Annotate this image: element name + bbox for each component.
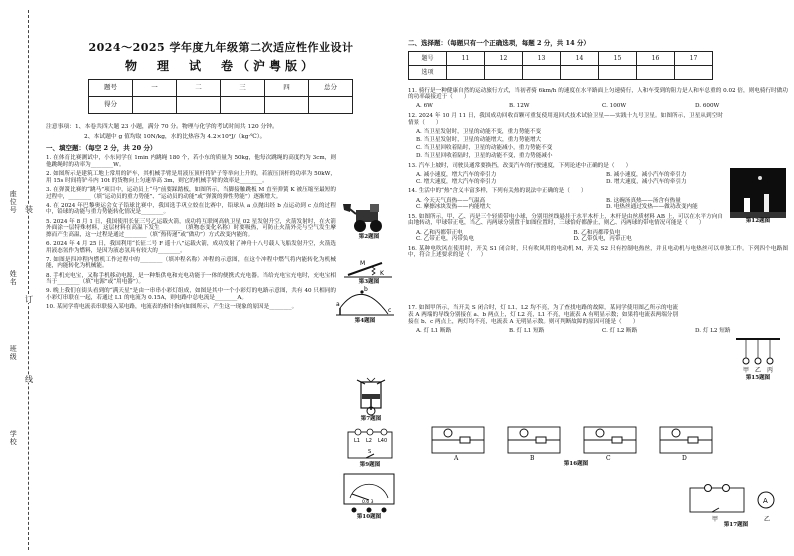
answer-input-cell[interactable] xyxy=(599,65,637,79)
figure-9-caption: 第9题图 xyxy=(359,462,381,468)
question-4: 4. 在 2024 年巴黎奥运会女子铅球比赛中，我国选手巩立姣在比赛中，铅球从 a 点抛出经 b 点运动到 c 点的过程中，铅球的动能与重力势能转化情况是________。 xyxy=(46,202,336,216)
question-8: 8. 手机充电宝，又称手机移动电源，是一种集供电和充电功能于一体的便携式充电器。当给充电宝充电时，充电宝相当于________（填“电源”或“用电器”）。 xyxy=(46,272,336,286)
question-11-options xyxy=(408,103,788,110)
question-17-options xyxy=(408,328,788,335)
circuit-label-d: D xyxy=(682,455,687,461)
label-a: a xyxy=(336,301,340,308)
answer-cell: 题号 xyxy=(409,51,447,65)
option-d[interactable]: D. 灯 L2 短路 xyxy=(695,327,731,334)
circuit-a xyxy=(432,427,484,453)
score-table xyxy=(88,79,353,114)
figure-2 xyxy=(342,198,396,241)
question-15: 15. 如图所示，甲、乙、丙是三个轻质带电小球，分别用丝线悬挂于水平木杆上，木杆是由丝质材料 AB 上，可以在水平方向自由地转动，甲球带正电，当乙、丙两球分别置于如图位置时，三球恰好都静止，则乙、丙两球的带电情况可能是（ ） xyxy=(408,213,723,227)
label-l2: L2 xyxy=(366,438,372,444)
option-c[interactable]: C. 100W xyxy=(602,103,627,110)
figure-7 xyxy=(349,376,393,423)
charged-balls-drawing xyxy=(730,335,786,375)
option-c[interactable]: C. 增大速度，增大汽车的牵引力 xyxy=(416,178,497,185)
circuit-b xyxy=(508,427,560,453)
question-7: 7. 如图是四冲程内燃机工作过程中的________（填冲程名称）冲程的示意图，在这个冲程中燃气将内能转化为机械能，内能转化为机械能。 xyxy=(46,256,336,270)
meter-scale-label: 0.6 3 xyxy=(362,500,374,505)
answer-input-row xyxy=(409,65,713,79)
score-input-cell[interactable] xyxy=(177,97,221,114)
satellite-photo xyxy=(730,168,786,218)
label-k: K xyxy=(380,270,384,277)
score-header-row xyxy=(89,80,353,97)
answer-input-cell[interactable] xyxy=(561,65,599,79)
question-5: 5. 2024 年 8 月 1 日，我国使用长征三号乙运载火箭，成功将互联网高轨卫星 02 星发射升空，火箭发射时，在火箭外面涂一层特殊材料，这层材料在高温下发生________（填物态变化名称）时要吸热，可防止火箭外壳与空气发生摩擦而产生高温，这一过程是通过________（填“热传递”或“做功”）方式改变内能的。 xyxy=(46,218,336,238)
cut-line xyxy=(28,10,29,550)
circuit-label-b: B xyxy=(530,455,535,461)
notes xyxy=(46,124,396,141)
note-1: 注意事项：1、本卷共四大题 23 小题，满分 70 分。物理与化学的考试时间共 120 分钟。 xyxy=(46,124,278,131)
answer-cell: 11 xyxy=(447,51,485,65)
label-jia: 甲 xyxy=(712,516,719,522)
label-m: M xyxy=(360,260,366,267)
label-s: S xyxy=(368,449,372,455)
score-cell: 总分 xyxy=(309,80,353,97)
score-cell: 得分 xyxy=(89,97,133,114)
figure-16 xyxy=(426,423,726,468)
option-b[interactable]: B. 当卫星发射时，卫星的动能增大，重力势能增大 xyxy=(416,137,542,143)
option-a[interactable]: A. 灯 L1 断路 xyxy=(416,327,452,334)
question-13: 13. 汽车上坡时，司驶员通常要换挡，改变汽车的行驶速度，下列论述中正确的是（ ） xyxy=(408,162,632,169)
question-12-options xyxy=(408,129,723,160)
question-9: 9. 晚上我们在街头看到的“满天星”是由一串串小彩灯组成，如图是其中一个小彩灯的电路示意图，共有 40 只相同的小彩灯串联在一起，若通过 L1 的电流为 0.15A，则电路中总电流是________A。 xyxy=(46,288,336,301)
question-14: 14. 生活中的“热”含义丰富多样，下列有关热的说法中正确的是（ ） xyxy=(408,188,587,195)
question-17: 17. 如图甲所示，当开关 S 闭合时，灯 L1、L2 均不亮，为了查找电路的故障，某同学使用图乙所示的电流表 A 两端的导线分别接在 a、b 两点上，灯 L2 亮，L1 不亮，电流表 A 有明显示数；如果将电流表两端分别接在 b、c 两点上，两灯均不亮，电流表 A 无明显示数。则可判断故障的原因可能是（ ） xyxy=(408,305,678,325)
figure-15 xyxy=(730,335,786,382)
option-a[interactable]: A. 今天天气真热——气温高 xyxy=(416,197,486,204)
option-d[interactable]: D. 600W xyxy=(695,103,720,110)
engine-drawing xyxy=(349,376,393,416)
score-cell: 三 xyxy=(221,80,265,97)
figure-10 xyxy=(342,472,396,521)
circuit-label-c: C xyxy=(606,455,611,461)
option-a[interactable]: A. 乙和丙都带正电 xyxy=(416,229,463,236)
answer-cell: 13 xyxy=(523,51,561,65)
option-c[interactable]: C. 摩擦冰块发热——内能增大 xyxy=(416,204,491,211)
question-11: 11. 骑行是一种健康自然的运动旅行方式，当初者骑 6km/h 的速度在水平路面上匀速骑行，人和车受到的阻力是人和车总重的 0.02 倍，则电骑行时做功的功率最接近于（ ） xyxy=(408,87,788,101)
figure-12 xyxy=(730,168,786,225)
answer-cell: 16 xyxy=(637,51,675,65)
label-l1: L1 xyxy=(354,438,360,444)
figure-17-caption: 第17题图 xyxy=(723,522,749,528)
answer-input-cell[interactable] xyxy=(485,65,523,79)
question-2: 2. 如图所示是建筑工地上常用的铲车，其机械手臂是用液压顶杆将铲子等举向上升的，若液压顶杆的功率为 50kW，用 15s 时间将铲斗内 10t 的货物向上匀速举高 3m，则它的机械手臂的效率是________。 xyxy=(46,171,336,184)
option-b[interactable]: B. 12W xyxy=(509,103,530,110)
option-d[interactable]: D. 当卫星回收着陆时，卫星的动能不变，重力势能减小 xyxy=(416,153,553,160)
exam-subtitle: 物 理 试 卷（沪粤版） xyxy=(124,58,317,73)
score-value-row xyxy=(89,97,353,114)
answer-cell: 17 xyxy=(675,51,713,65)
question-12: 12. 2024 年 10 月 11 日，我国成功回收首颗可重复使用返回式技术试验卫星——实践十九号卫星。如图所示，卫星从到空时情景（ ） xyxy=(408,113,723,126)
fault-circuit-drawing xyxy=(686,482,786,522)
ammeter-drawing xyxy=(342,472,396,514)
right-column xyxy=(408,39,788,528)
figure-10-caption: 第10题图 xyxy=(356,514,382,520)
label-c: c xyxy=(388,307,392,314)
score-input-cell[interactable] xyxy=(265,97,309,114)
option-c[interactable]: C. 灯 L2 断路 xyxy=(602,327,638,334)
option-c[interactable]: C. 当卫星回收着陆时，卫星的动能减小，重力势能不变 xyxy=(416,145,553,152)
score-cell: 题号 xyxy=(89,80,133,97)
option-d[interactable]: D. 电热丝通过发热——做功改变内能 xyxy=(606,204,698,211)
score-input-cell[interactable] xyxy=(133,97,177,114)
label-jia: 甲 xyxy=(743,367,750,374)
question-1: 1. 在体育比赛测试中，小东同学在 1min 内跳绳 180 个，若小东的质量为 50kg，他每次跳绳的高度约为 3cm，则他跳绳时的功率为________W。 xyxy=(46,155,336,169)
section2-heading: 二、选择题：（每题只有一个正确选项，每题 2 分，共 14 分） xyxy=(408,39,590,47)
figure-3-caption: 第3题图 xyxy=(358,279,380,285)
note-2: 2、本试题中 g 值均取 10N/kg，水的比热容为 4.2×10³J/（kg·℃）。 xyxy=(84,133,266,140)
option-a[interactable]: A. 6W xyxy=(416,103,433,110)
answer-input-cell[interactable] xyxy=(675,65,713,79)
question-3: 3. 在弹簧比赛的“跳马”项目中，运动员上“马”前要踩踏板，如图所示，当脚接触跳板 M 直至弹簧 K 被压缩至最短的过程中，________（填“运动员的重力势能”、“运动员的动能”或“弹簧的弹性势能”）逐渐增大。 xyxy=(46,187,336,200)
springboard-drawing xyxy=(342,255,396,279)
option-b[interactable]: B. 这碗汤真热——汤含有热量 xyxy=(606,197,681,204)
option-b[interactable]: B. 乙和丙都带负电 xyxy=(573,229,621,236)
circuit-d xyxy=(660,427,712,453)
class-label: 班级 xyxy=(9,345,18,361)
question-15-options-row2 xyxy=(408,236,723,243)
answer-cell: 选项 xyxy=(409,65,447,79)
binding-margin xyxy=(0,0,40,556)
option-a[interactable]: A. 减小速度，增大汽车的牵引力 xyxy=(416,172,497,179)
figure-4 xyxy=(334,284,396,325)
answer-input-cell[interactable] xyxy=(447,65,485,79)
figure-9 xyxy=(344,428,396,469)
left-column xyxy=(46,40,396,520)
score-input-cell[interactable] xyxy=(309,97,353,114)
figure-12-caption: 第12题图 xyxy=(745,218,771,224)
option-b[interactable]: B. 灯 L1 短路 xyxy=(509,327,545,334)
seat-label: 座位号 xyxy=(9,190,18,214)
figure-15-caption: 第15题图 xyxy=(745,375,771,381)
label-yi: 乙 xyxy=(755,367,762,374)
score-input-cell[interactable] xyxy=(221,97,265,114)
answer-table xyxy=(408,51,713,80)
figure-17 xyxy=(686,482,786,529)
lamp-circuit-drawing xyxy=(344,428,396,462)
question-10: 10. 某同学将电流表串联接入某电路，电流表的指针指向如图所示，产生这一现象的原因是________。 xyxy=(46,304,298,311)
figure-3 xyxy=(342,255,396,286)
figure-16-caption: 第16题图 xyxy=(563,461,589,467)
figure-4-caption: 第4题图 xyxy=(354,318,376,324)
loader-drawing xyxy=(342,198,396,234)
option-d[interactable]: D. 增大速度，减小汽车的牵引力 xyxy=(606,178,687,185)
section1-heading: 一、填空题：（每空 2 分，共 20 分） xyxy=(46,143,157,152)
answer-input-cell[interactable] xyxy=(637,65,675,79)
answer-header-row xyxy=(409,51,713,65)
answer-cell: 14 xyxy=(561,51,599,65)
section1-questions xyxy=(46,155,336,310)
trajectory-drawing xyxy=(334,284,396,318)
score-cell: 四 xyxy=(265,80,309,97)
label-b: b xyxy=(364,286,368,293)
option-a[interactable]: A. 当卫星发射时，卫星的动能不变，重力势能不变 xyxy=(416,128,542,135)
answer-input-cell[interactable] xyxy=(523,65,561,79)
bind-char-2: 订 xyxy=(24,295,34,303)
option-b[interactable]: B. 减小速度，减小汽车的牵引力 xyxy=(606,172,687,179)
question-16: 16. 某种电吹风在使用时，开关 S1 闭合时，只有吹风用的电动机 M，开关 S2 只有控制电热丝，并且电动机与电热丝可以单独工作。下列四个电路图中，符合上述要求的是（ ） xyxy=(408,245,788,259)
svg-text:A: A xyxy=(763,497,768,505)
circuit-label-a: A xyxy=(454,455,459,461)
name-label: 姓名 xyxy=(9,270,18,286)
label-l40: L40 xyxy=(378,438,388,444)
figure-16-space xyxy=(408,261,788,305)
figure-2-caption: 第2题图 xyxy=(358,234,380,240)
figure-7-caption: 第7题图 xyxy=(360,416,382,422)
answer-cell: 15 xyxy=(599,51,637,65)
exam-title: 2024～2025 学年度九年级第二次适应性作业设计 xyxy=(88,41,354,54)
answer-cell: 12 xyxy=(485,51,523,65)
score-cell: 二 xyxy=(177,80,221,97)
score-cell: 一 xyxy=(133,80,177,97)
bind-char-1: 装 xyxy=(24,205,34,213)
option-c[interactable]: C. 乙带正电，丙带负电 xyxy=(416,236,474,243)
circuit-c xyxy=(584,427,636,453)
question-6: 6. 2024 年 4 月 25 日，我国利用“长征二号 F 遥十八”运载火箭，成功发射了神舟十八号载人飞船发射升空，火箭选用液态氢作为燃料，是因为液态氢具有较大的________。 xyxy=(46,240,336,254)
bind-char-3: 线 xyxy=(24,375,34,383)
label-yi: 乙 xyxy=(764,516,771,522)
four-circuits-drawing xyxy=(426,423,726,461)
option-d[interactable]: D. 乙带负电，丙带正电 xyxy=(573,236,632,243)
school-label: 学校 xyxy=(9,430,18,446)
label-bing: 丙 xyxy=(767,367,774,374)
